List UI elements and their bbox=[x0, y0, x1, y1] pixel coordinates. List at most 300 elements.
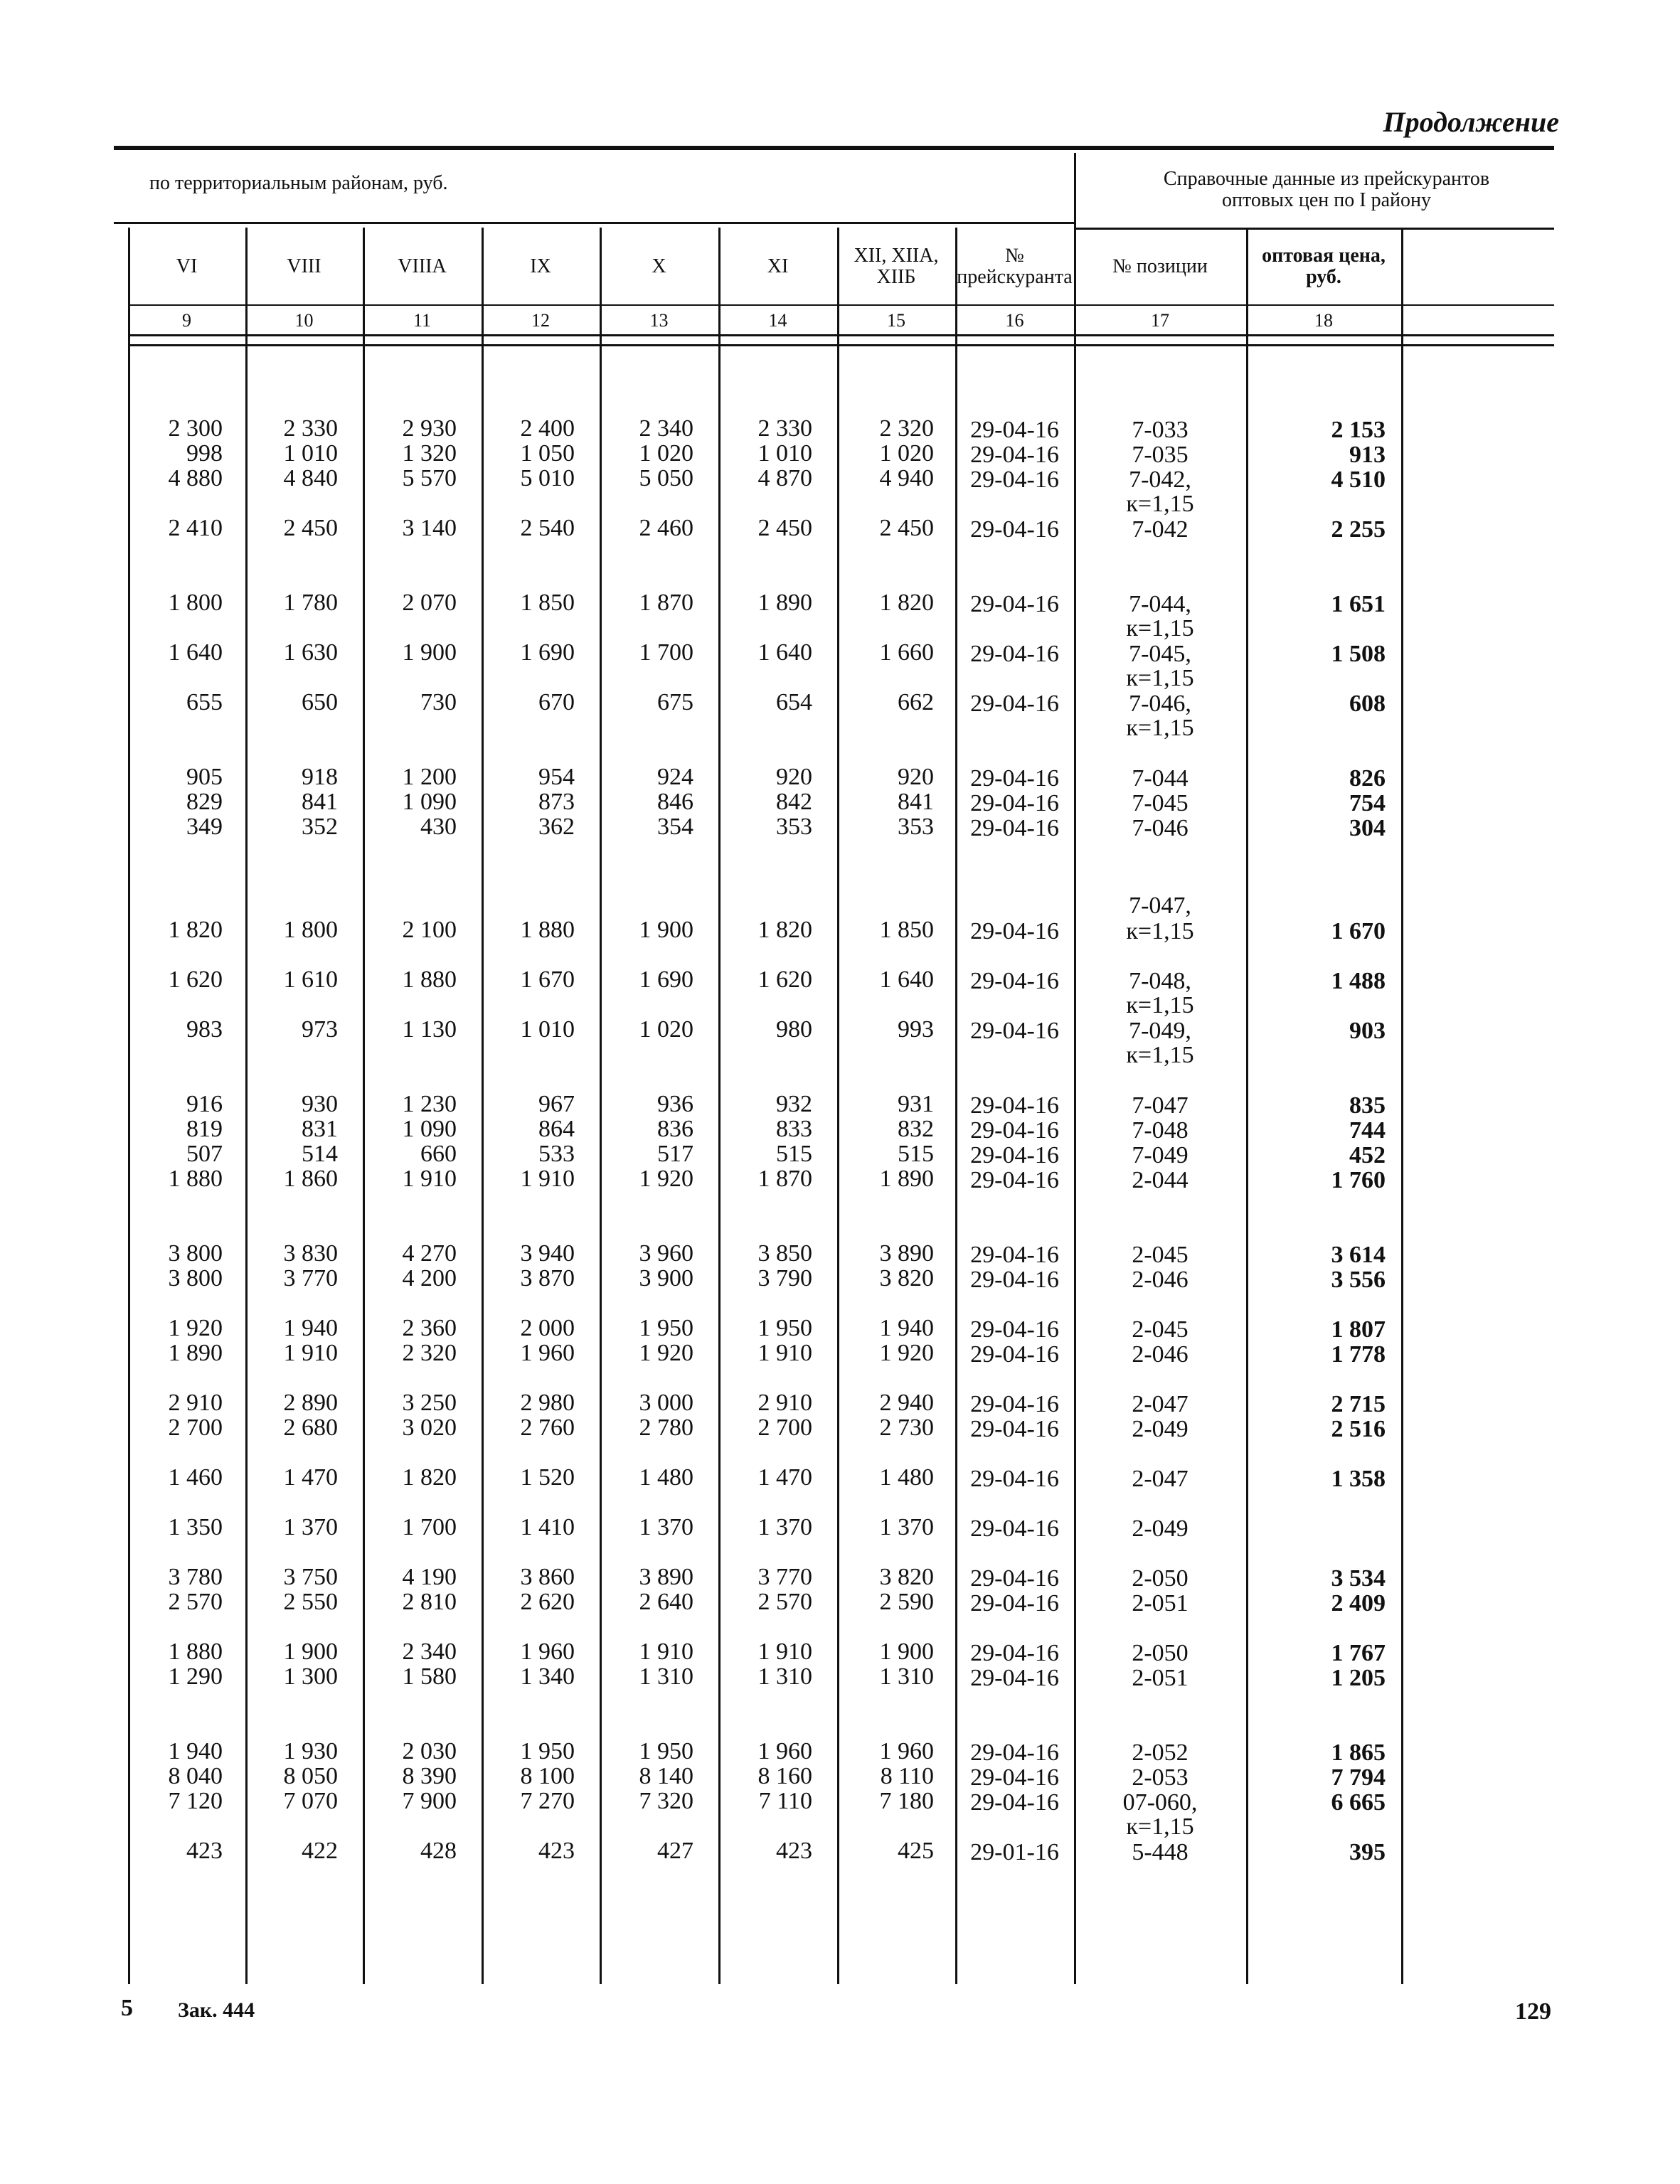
price-cell: 730 bbox=[420, 689, 457, 715]
price-cell: 423 bbox=[538, 1838, 575, 1864]
price-cell: 1 090 bbox=[402, 1116, 457, 1142]
price-cell: 2 540 bbox=[520, 515, 575, 541]
column-header: X bbox=[652, 255, 666, 277]
pricelist-number-cell: 29-04-16 bbox=[970, 1242, 1059, 1268]
price-cell: 3 770 bbox=[757, 1564, 812, 1590]
price-cell: 1 870 bbox=[757, 1166, 812, 1192]
price-cell: 1 920 bbox=[639, 1340, 693, 1366]
wholesale-price-cell: 6 665 bbox=[1331, 1789, 1386, 1816]
price-cell: 916 bbox=[186, 1091, 223, 1117]
price-cell: 5 010 bbox=[520, 465, 575, 491]
price-cell: 353 bbox=[776, 814, 812, 840]
price-cell: 831 bbox=[302, 1116, 338, 1142]
price-cell: 3 830 bbox=[283, 1240, 338, 1267]
price-cell: 1 920 bbox=[168, 1315, 223, 1341]
header-rule-2 bbox=[128, 304, 1554, 306]
pricelist-number-cell: 29-04-16 bbox=[970, 516, 1059, 543]
position-number-cell: 7-045, bbox=[1129, 641, 1191, 667]
price-cell: 1 940 bbox=[283, 1315, 338, 1341]
price-cell: 1 960 bbox=[520, 1639, 575, 1665]
price-cell: 5 050 bbox=[639, 465, 693, 491]
price-cell: 2 910 bbox=[168, 1390, 223, 1416]
price-cell: 2 000 bbox=[520, 1315, 575, 1341]
price-cell: 655 bbox=[186, 689, 223, 715]
price-cell: 3 770 bbox=[283, 1265, 338, 1291]
price-cell: 1 010 bbox=[520, 1016, 575, 1043]
price-cell: 3 780 bbox=[168, 1564, 223, 1590]
price-cell: 2 300 bbox=[168, 415, 223, 442]
column-number: 15 bbox=[887, 310, 905, 331]
position-number-cell: 2-047 bbox=[1132, 1466, 1189, 1492]
price-cell: 533 bbox=[538, 1141, 575, 1167]
price-cell: 954 bbox=[538, 764, 575, 790]
price-cell: 1 960 bbox=[520, 1340, 575, 1366]
price-cell: 2 340 bbox=[402, 1639, 457, 1665]
price-cell: 842 bbox=[776, 789, 812, 815]
column-header: IX bbox=[530, 255, 551, 277]
footer-left-number: 5 bbox=[121, 1995, 133, 2021]
position-number-cell: 2-051 bbox=[1132, 1590, 1189, 1616]
price-cell: 1 800 bbox=[283, 917, 338, 943]
pricelist-number-cell: 29-04-16 bbox=[970, 1565, 1059, 1592]
column-number: 17 bbox=[1151, 310, 1169, 331]
column-number: 10 bbox=[294, 310, 314, 331]
position-number-cell: 5-448 bbox=[1132, 1839, 1189, 1865]
price-cell: 2 940 bbox=[879, 1390, 934, 1416]
pricelist-number-cell: 29-04-16 bbox=[970, 1640, 1059, 1666]
price-cell: 841 bbox=[302, 789, 338, 815]
price-cell: 819 bbox=[186, 1116, 223, 1142]
wholesale-price-cell: 1 767 bbox=[1331, 1640, 1386, 1666]
price-cell: 1 470 bbox=[283, 1464, 338, 1491]
position-number-cell: 7-045 bbox=[1132, 790, 1189, 816]
wholesale-price-cell: 1 760 bbox=[1331, 1167, 1386, 1193]
regions-title: по территориальным районам, руб. bbox=[149, 172, 448, 194]
price-cell: 2 980 bbox=[520, 1390, 575, 1416]
price-cell: 1 890 bbox=[168, 1340, 223, 1366]
column-divider bbox=[1401, 228, 1403, 1984]
header-rule-1b bbox=[1074, 228, 1554, 230]
price-cell: 1 050 bbox=[520, 440, 575, 467]
price-cell: 1 660 bbox=[879, 639, 934, 666]
price-cell: 1 130 bbox=[402, 1016, 457, 1043]
price-cell: 1 350 bbox=[168, 1514, 223, 1540]
price-cell: 1 860 bbox=[283, 1166, 338, 1192]
price-cell: 1 480 bbox=[639, 1464, 693, 1491]
price-cell: 4 270 bbox=[402, 1240, 457, 1267]
price-cell: 1 640 bbox=[168, 639, 223, 666]
pricelist-number-cell: 29-04-16 bbox=[970, 918, 1059, 944]
position-number-cell: 2-051 bbox=[1132, 1665, 1189, 1691]
price-cell: 3 890 bbox=[879, 1240, 934, 1267]
price-cell: 1 900 bbox=[283, 1639, 338, 1665]
price-cell: 1 410 bbox=[520, 1514, 575, 1540]
price-cell: 1 370 bbox=[283, 1514, 338, 1540]
price-cell: 998 bbox=[186, 440, 223, 467]
price-cell: 2 570 bbox=[168, 1589, 223, 1615]
price-cell: 1 700 bbox=[402, 1514, 457, 1540]
top-rule bbox=[114, 146, 1554, 150]
price-cell: 670 bbox=[538, 689, 575, 715]
price-cell: 2 320 bbox=[879, 415, 934, 442]
price-cell: 7 180 bbox=[879, 1788, 934, 1814]
price-cell: 7 900 bbox=[402, 1788, 457, 1814]
pricelist-number-cell: 29-04-16 bbox=[970, 691, 1059, 717]
header-rule-1 bbox=[114, 222, 1074, 224]
price-cell: 1 460 bbox=[168, 1464, 223, 1491]
pricelist-number-cell: 29-04-16 bbox=[970, 1142, 1059, 1168]
price-cell: 3 750 bbox=[283, 1564, 338, 1590]
price-cell: 1 700 bbox=[639, 639, 693, 666]
price-cell: 1 900 bbox=[879, 1639, 934, 1665]
position-number-cell: 7-048 bbox=[1132, 1117, 1189, 1144]
price-cell: 2 680 bbox=[283, 1415, 338, 1441]
price-cell: 2 410 bbox=[168, 515, 223, 541]
pricelist-number-cell: 29-04-16 bbox=[970, 1117, 1059, 1144]
price-cell: 1 910 bbox=[757, 1639, 812, 1665]
price-cell: 3 250 bbox=[402, 1390, 457, 1416]
header-rule-4 bbox=[128, 344, 1554, 346]
wholesale-price-cell: 3 556 bbox=[1331, 1267, 1386, 1293]
wholesale-price-cell: 304 bbox=[1349, 815, 1386, 841]
price-cell: 2 450 bbox=[879, 515, 934, 541]
price-cell: 3 850 bbox=[757, 1240, 812, 1267]
position-number-prefix: 7-047, bbox=[1129, 893, 1191, 919]
header-rule-3 bbox=[128, 334, 1554, 336]
price-cell: 1 950 bbox=[520, 1738, 575, 1764]
pricelist-number-cell: 29-04-16 bbox=[970, 1267, 1059, 1293]
column-number: 14 bbox=[768, 310, 787, 331]
pricelist-number-cell: 29-04-16 bbox=[970, 1167, 1059, 1193]
price-cell: 3 820 bbox=[879, 1564, 934, 1590]
position-number-cell: 7-033 bbox=[1132, 417, 1189, 443]
price-cell: 1 910 bbox=[639, 1639, 693, 1665]
price-cell: 1 520 bbox=[520, 1464, 575, 1491]
wholesale-price-cell: 7 794 bbox=[1331, 1764, 1386, 1791]
price-cell: 1 290 bbox=[168, 1663, 223, 1690]
price-cell: 1 920 bbox=[639, 1166, 693, 1192]
price-cell: 2 400 bbox=[520, 415, 575, 442]
pricelist-number-cell: 29-04-16 bbox=[970, 1092, 1059, 1119]
price-cell: 2 910 bbox=[757, 1390, 812, 1416]
price-cell: 1 950 bbox=[757, 1315, 812, 1341]
price-cell: 980 bbox=[776, 1016, 812, 1043]
price-cell: 841 bbox=[898, 789, 934, 815]
price-cell: 1 940 bbox=[879, 1315, 934, 1341]
price-cell: 1 960 bbox=[879, 1738, 934, 1764]
position-number-cell: 2-050 bbox=[1132, 1640, 1189, 1666]
price-cell: 423 bbox=[186, 1838, 223, 1864]
price-cell: 1 940 bbox=[168, 1738, 223, 1764]
price-cell: 362 bbox=[538, 814, 575, 840]
price-cell: 1 320 bbox=[402, 440, 457, 467]
position-number-cell: 7-046 bbox=[1132, 815, 1189, 841]
price-cell: 5 570 bbox=[402, 465, 457, 491]
price-cell: 1 690 bbox=[639, 966, 693, 993]
wholesale-price-cell: 1 508 bbox=[1331, 641, 1386, 667]
price-cell: 1 880 bbox=[402, 966, 457, 993]
wholesale-price-cell: 835 bbox=[1349, 1092, 1386, 1119]
position-number-cell: 2-046 bbox=[1132, 1267, 1189, 1293]
pricelist-number-cell: 29-04-16 bbox=[970, 815, 1059, 841]
price-cell: 430 bbox=[420, 814, 457, 840]
position-number-cell: 2-053 bbox=[1132, 1764, 1189, 1791]
price-cell: 1 010 bbox=[757, 440, 812, 467]
price-cell: 3 900 bbox=[639, 1265, 693, 1291]
price-cell: 1 910 bbox=[520, 1166, 575, 1192]
price-cell: 1 870 bbox=[639, 590, 693, 616]
wholesale-price-cell: 2 409 bbox=[1331, 1590, 1386, 1616]
price-cell: 2 450 bbox=[757, 515, 812, 541]
coefficient-note: к=1,15 bbox=[1126, 491, 1194, 517]
wholesale-price-cell: 3 614 bbox=[1331, 1242, 1386, 1268]
price-cell: 1 900 bbox=[639, 917, 693, 943]
reference-title: Справочные данные из прейскурантов оптовых цен по I району bbox=[1163, 168, 1490, 211]
price-cell: 1 310 bbox=[879, 1663, 934, 1690]
price-cell: 1 910 bbox=[757, 1340, 812, 1366]
price-cell: 3 890 bbox=[639, 1564, 693, 1590]
price-cell: 2 640 bbox=[639, 1589, 693, 1615]
price-cell: 2 930 bbox=[402, 415, 457, 442]
price-cell: 1 620 bbox=[757, 966, 812, 993]
wholesale-price-cell: 903 bbox=[1349, 1018, 1386, 1044]
price-cell: 930 bbox=[302, 1091, 338, 1117]
price-cell: 1 310 bbox=[757, 1663, 812, 1690]
column-header: XII, XIIA, XIIБ bbox=[854, 245, 939, 288]
wholesale-price-cell: 1 358 bbox=[1331, 1466, 1386, 1492]
price-cell: 2 590 bbox=[879, 1589, 934, 1615]
column-header: VIIIA bbox=[398, 255, 447, 277]
price-cell: 515 bbox=[898, 1141, 934, 1167]
column-number: 9 bbox=[182, 310, 191, 331]
price-cell: 654 bbox=[776, 689, 812, 715]
price-cell: 2 570 bbox=[757, 1589, 812, 1615]
price-cell: 1 820 bbox=[879, 590, 934, 616]
price-cell: 650 bbox=[302, 689, 338, 715]
price-cell: 1 200 bbox=[402, 764, 457, 790]
price-cell: 7 110 bbox=[758, 1788, 812, 1814]
price-cell: 2 810 bbox=[402, 1589, 457, 1615]
coefficient-note: к=1,15 bbox=[1126, 1813, 1194, 1840]
coefficient-note: к=1,15 bbox=[1126, 1042, 1194, 1068]
price-cell: 936 bbox=[657, 1091, 693, 1117]
coefficient-note: к=1,15 bbox=[1126, 715, 1194, 741]
pricelist-number-cell: 29-04-16 bbox=[970, 1316, 1059, 1343]
price-cell: 4 200 bbox=[402, 1265, 457, 1291]
position-number-cell: 7-049, bbox=[1129, 1018, 1191, 1044]
price-cell: 1 910 bbox=[402, 1166, 457, 1192]
price-cell: 2 330 bbox=[757, 415, 812, 442]
price-cell: 1 960 bbox=[757, 1738, 812, 1764]
position-number-cell: 7-048, bbox=[1129, 968, 1191, 994]
coefficient-note: к=1,15 bbox=[1126, 615, 1194, 641]
price-cell: 846 bbox=[657, 789, 693, 815]
wholesale-price-cell: 2 255 bbox=[1331, 516, 1386, 543]
price-cell: 514 bbox=[302, 1141, 338, 1167]
price-cell: 3 140 bbox=[402, 515, 457, 541]
price-cell: 1 950 bbox=[639, 1738, 693, 1764]
wholesale-price-cell: 1 205 bbox=[1331, 1665, 1386, 1691]
price-cell: 8 390 bbox=[402, 1763, 457, 1789]
column-number: 13 bbox=[649, 310, 669, 331]
price-cell: 4 870 bbox=[757, 465, 812, 491]
price-cell: 829 bbox=[186, 789, 223, 815]
price-cell: 2 760 bbox=[520, 1415, 575, 1441]
pricelist-number-cell: 29-01-16 bbox=[970, 1839, 1059, 1865]
position-number-cell: 07-060, bbox=[1122, 1789, 1198, 1816]
column-header: оптовая цена, руб. bbox=[1262, 245, 1386, 288]
price-cell: 967 bbox=[538, 1091, 575, 1117]
price-cell: 507 bbox=[186, 1141, 223, 1167]
price-cell: 423 bbox=[776, 1838, 812, 1864]
price-cell: 3 870 bbox=[520, 1265, 575, 1291]
wholesale-price-cell: 826 bbox=[1349, 765, 1386, 792]
coefficient-note: к=1,15 bbox=[1126, 665, 1194, 691]
price-cell: 1 010 bbox=[283, 440, 338, 467]
price-cell: 1 370 bbox=[879, 1514, 934, 1540]
pricelist-number-cell: 29-04-16 bbox=[970, 591, 1059, 617]
price-cell: 427 bbox=[657, 1838, 693, 1864]
price-cell: 1 930 bbox=[283, 1738, 338, 1764]
column-number: 11 bbox=[413, 310, 432, 331]
position-number-cell: 2-045 bbox=[1132, 1242, 1189, 1268]
price-cell: 1 640 bbox=[757, 639, 812, 666]
price-cell: 1 640 bbox=[879, 966, 934, 993]
position-number-cell: к=1,15 bbox=[1126, 918, 1194, 944]
pricelist-number-cell: 29-04-16 bbox=[970, 467, 1059, 493]
position-number-cell: 2-045 bbox=[1132, 1316, 1189, 1343]
price-cell: 1 950 bbox=[639, 1315, 693, 1341]
wholesale-price-cell: 754 bbox=[1349, 790, 1386, 816]
price-cell: 918 bbox=[302, 764, 338, 790]
pricelist-number-cell: 29-04-16 bbox=[970, 790, 1059, 816]
price-cell: 1 880 bbox=[520, 917, 575, 943]
column-number: 18 bbox=[1314, 310, 1333, 331]
price-cell: 2 780 bbox=[639, 1415, 693, 1441]
wholesale-price-cell: 1 865 bbox=[1331, 1740, 1386, 1766]
pricelist-number-cell: 29-04-16 bbox=[970, 1665, 1059, 1691]
price-cell: 425 bbox=[898, 1838, 934, 1864]
coefficient-note: к=1,15 bbox=[1126, 992, 1194, 1018]
position-number-cell: 2-052 bbox=[1132, 1740, 1189, 1766]
price-cell: 833 bbox=[776, 1116, 812, 1142]
wholesale-price-cell: 2 516 bbox=[1331, 1416, 1386, 1442]
price-cell: 7 270 bbox=[520, 1788, 575, 1814]
price-cell: 931 bbox=[898, 1091, 934, 1117]
pricelist-number-cell: 29-04-16 bbox=[970, 1391, 1059, 1417]
price-cell: 8 100 bbox=[520, 1763, 575, 1789]
pricelist-number-cell: 29-04-16 bbox=[970, 641, 1059, 667]
price-cell: 1 230 bbox=[402, 1091, 457, 1117]
wholesale-price-cell: 2 153 bbox=[1331, 417, 1386, 443]
price-cell: 349 bbox=[186, 814, 223, 840]
position-number-cell: 7-035 bbox=[1132, 442, 1189, 468]
price-cell: 8 050 bbox=[283, 1763, 338, 1789]
price-cell: 2 730 bbox=[879, 1415, 934, 1441]
column-number: 16 bbox=[1005, 310, 1024, 331]
price-cell: 4 190 bbox=[402, 1564, 457, 1590]
price-cell: 1 780 bbox=[283, 590, 338, 616]
position-number-cell: 2-049 bbox=[1132, 1416, 1189, 1442]
pricelist-number-cell: 29-04-16 bbox=[970, 1764, 1059, 1791]
price-cell: 1 670 bbox=[520, 966, 575, 993]
price-cell: 352 bbox=[302, 814, 338, 840]
price-cell: 2 340 bbox=[639, 415, 693, 442]
price-cell: 1 890 bbox=[757, 590, 812, 616]
pricelist-number-cell: 29-04-16 bbox=[970, 968, 1059, 994]
position-number-cell: 2-044 bbox=[1132, 1167, 1189, 1193]
price-cell: 3 860 bbox=[520, 1564, 575, 1590]
price-cell: 4 840 bbox=[283, 465, 338, 491]
wholesale-price-cell: 3 534 bbox=[1331, 1565, 1386, 1592]
wholesale-price-cell: 395 bbox=[1349, 1839, 1386, 1865]
price-cell: 1 820 bbox=[757, 917, 812, 943]
price-cell: 1 020 bbox=[879, 440, 934, 467]
price-cell: 1 020 bbox=[639, 440, 693, 467]
price-cell: 3 800 bbox=[168, 1240, 223, 1267]
column-number: 12 bbox=[531, 310, 550, 331]
price-cell: 3 000 bbox=[639, 1390, 693, 1416]
price-cell: 1 890 bbox=[879, 1166, 934, 1192]
price-cell: 3 820 bbox=[879, 1265, 934, 1291]
footer-order: Зак. 444 bbox=[178, 1998, 255, 2022]
column-header: VI bbox=[176, 255, 198, 277]
wholesale-price-cell: 608 bbox=[1349, 691, 1386, 717]
price-cell: 1 310 bbox=[639, 1663, 693, 1690]
price-cell: 2 700 bbox=[757, 1415, 812, 1441]
price-cell: 2 620 bbox=[520, 1589, 575, 1615]
price-cell: 920 bbox=[776, 764, 812, 790]
price-cell: 517 bbox=[657, 1141, 693, 1167]
price-cell: 1 610 bbox=[283, 966, 338, 993]
price-cell: 1 630 bbox=[283, 639, 338, 666]
pricelist-number-cell: 29-04-16 bbox=[970, 1740, 1059, 1766]
price-cell: 1 880 bbox=[168, 1166, 223, 1192]
price-cell: 2 700 bbox=[168, 1415, 223, 1441]
price-cell: 1 340 bbox=[520, 1663, 575, 1690]
price-cell: 1 910 bbox=[283, 1340, 338, 1366]
price-cell: 920 bbox=[898, 764, 934, 790]
price-cell: 832 bbox=[898, 1116, 934, 1142]
price-cell: 7 120 bbox=[168, 1788, 223, 1814]
price-cell: 2 030 bbox=[402, 1738, 457, 1764]
price-cell: 924 bbox=[657, 764, 693, 790]
price-cell: 1 900 bbox=[402, 639, 457, 666]
price-cell: 515 bbox=[776, 1141, 812, 1167]
price-cell: 4 940 bbox=[879, 465, 934, 491]
wholesale-price-cell: 1 670 bbox=[1331, 918, 1386, 944]
price-cell: 932 bbox=[776, 1091, 812, 1117]
price-cell: 353 bbox=[898, 814, 934, 840]
wholesale-price-cell: 1 778 bbox=[1331, 1341, 1386, 1368]
price-cell: 8 140 bbox=[639, 1763, 693, 1789]
price-cell: 973 bbox=[302, 1016, 338, 1043]
column-header: XI bbox=[767, 255, 789, 277]
pricelist-number-cell: 29-04-16 bbox=[970, 1516, 1059, 1542]
pricelist-number-cell: 29-04-16 bbox=[970, 1416, 1059, 1442]
price-cell: 1 090 bbox=[402, 789, 457, 815]
price-cell: 8 110 bbox=[880, 1763, 934, 1789]
price-cell: 864 bbox=[538, 1116, 575, 1142]
price-cell: 354 bbox=[657, 814, 693, 840]
price-cell: 4 880 bbox=[168, 465, 223, 491]
wholesale-price-cell: 744 bbox=[1349, 1117, 1386, 1144]
page-number: 129 bbox=[1515, 1998, 1551, 2025]
wholesale-price-cell: 1 807 bbox=[1331, 1316, 1386, 1343]
price-cell: 993 bbox=[898, 1016, 934, 1043]
column-header: № позиции bbox=[1112, 255, 1208, 277]
wholesale-price-cell: 2 715 bbox=[1331, 1391, 1386, 1417]
